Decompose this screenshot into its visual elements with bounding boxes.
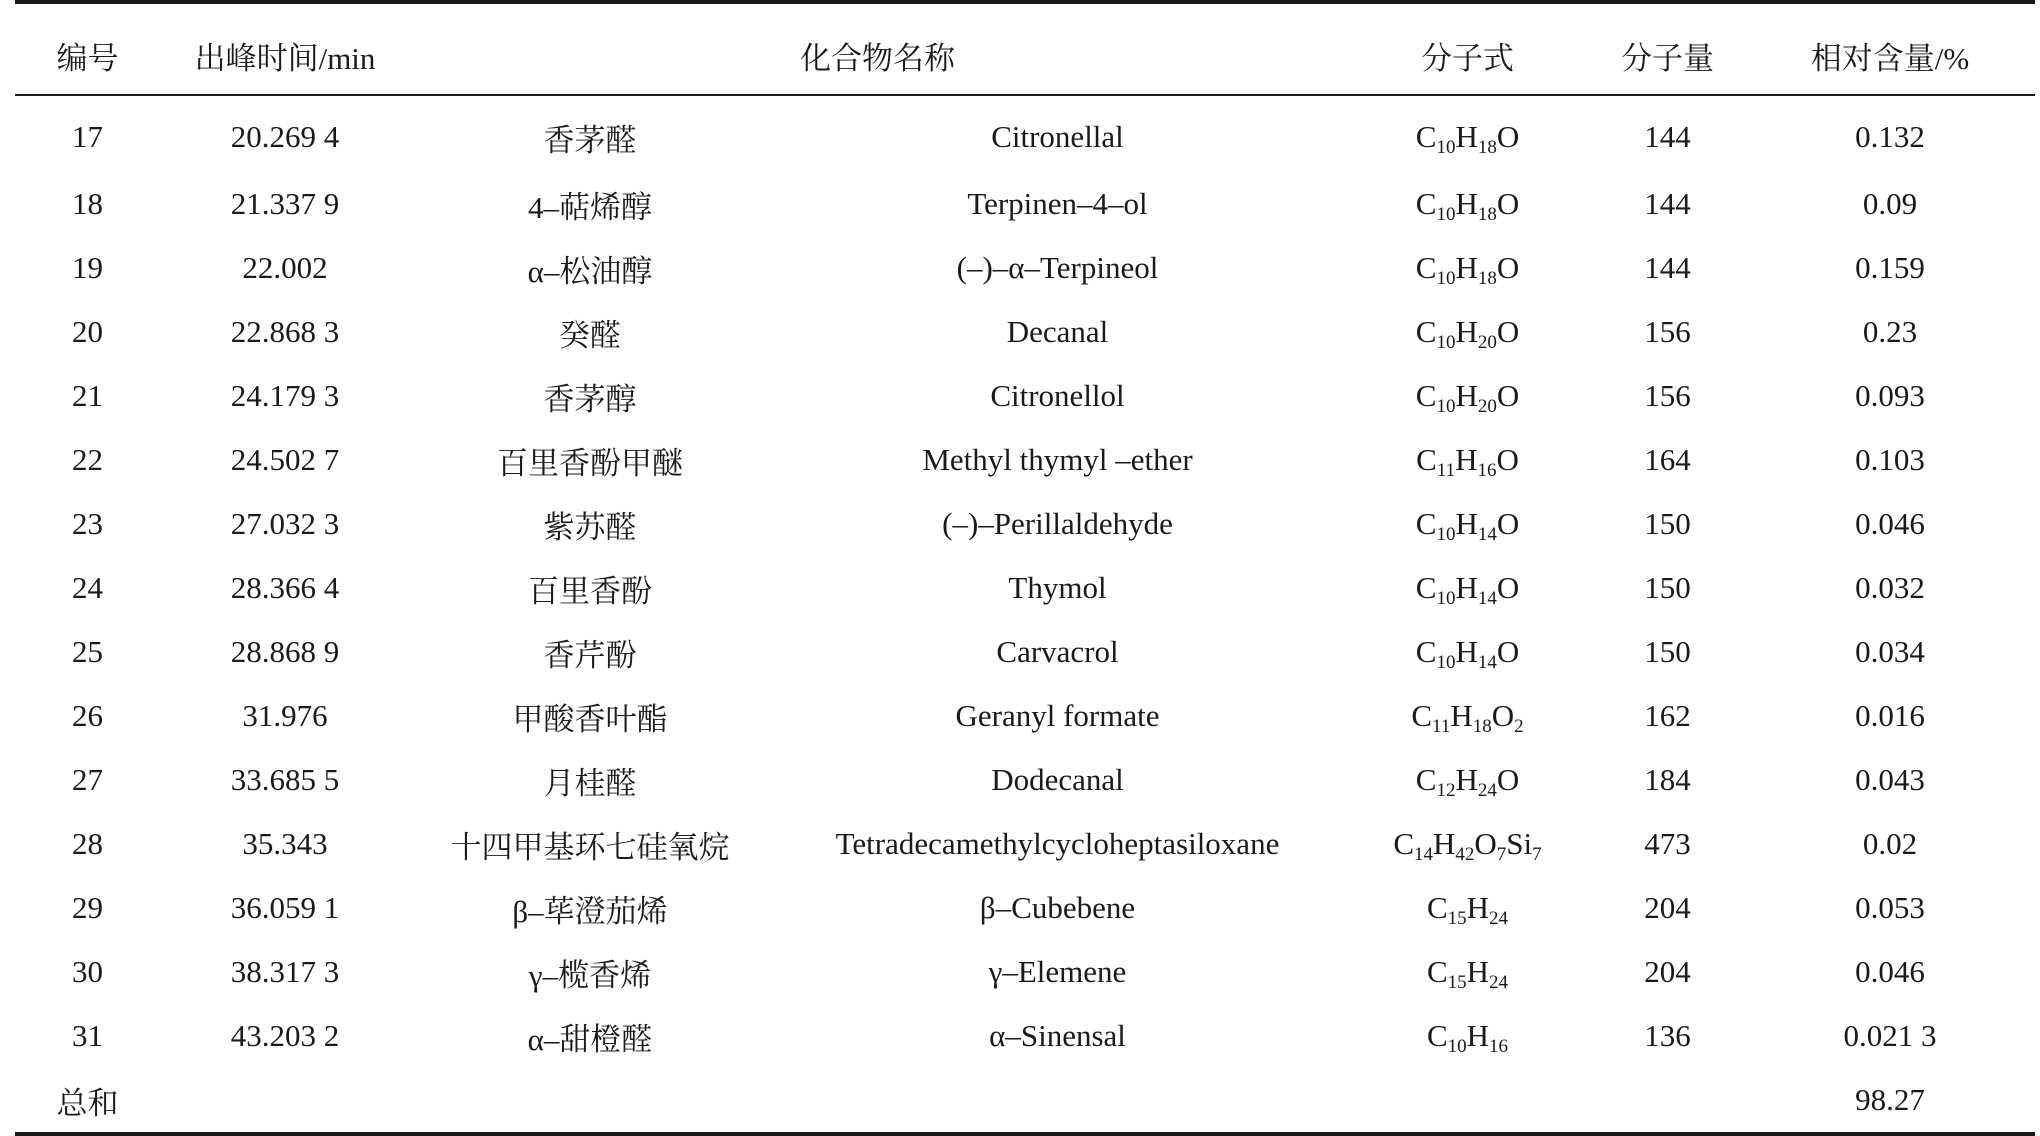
table-body [15,95,2035,1134]
cell-name-cn: 香芹酚 [543,637,637,673]
cell-time: 28.868 9 [230,634,340,669]
formula-subscript: 10 [1436,524,1456,545]
formula-subscript: 10 [1436,588,1456,609]
cell-formula [1345,300,1590,364]
cell-name-en: (–)–α–Terpineol [956,250,1159,285]
empty-cell [1590,1068,1745,1134]
formula-subscript: 14 [1477,652,1497,673]
cell-mw: 184 [1644,762,1691,797]
cell-id: 20 [72,314,103,349]
table-row [15,748,2035,812]
formula-subscript: 24 [1489,972,1509,993]
header-time: 出峰时间/min [160,2,410,95]
cell-id: 23 [72,506,103,541]
cell-content: 0.034 [1855,634,1925,669]
header-id: 编号 [15,2,160,95]
formula-subscript: 16 [1489,1036,1509,1057]
cell-mw: 204 [1644,954,1691,989]
formula-element: H [1466,890,1490,925]
cell-time: 20.269 4 [230,119,340,154]
cell-name-cn: β–荜澄茄烯 [512,893,668,929]
formula-subscript: 18 [1477,204,1497,225]
cell-mw: 144 [1644,250,1691,285]
header-name: 化合物名称 [410,2,1345,95]
formula-element: C [1415,314,1437,349]
formula-element: O [1496,378,1520,413]
cell-content: 0.103 [1855,442,1925,477]
table-row [15,364,2035,428]
cell-time: 24.179 3 [230,378,340,413]
formula-element: H [1455,506,1478,541]
cell-name-en: Dodecanal [991,762,1124,797]
cell-name-cn: 香茅醛 [543,122,637,158]
formula-element: O [1496,119,1520,154]
formula-subscript: 24 [1477,780,1497,801]
cell-content: 0.02 [1862,826,1918,861]
cell-name-en: Methyl thymyl –ether [922,442,1193,477]
cell-time: 22.868 3 [230,314,340,349]
formula-element: O [1491,698,1515,733]
cell-content: 0.021 3 [1843,1018,1937,1053]
cell-time: 31.976 [242,698,328,733]
cell-time: 43.203 2 [230,1018,340,1053]
cell-formula [1345,492,1590,556]
cell-time: 27.032 3 [230,506,340,541]
cell-content: 0.053 [1855,890,1925,925]
cell-time: 21.337 9 [230,186,340,221]
table-row [15,300,2035,364]
cell-name-en: α–Sinensal [989,1018,1126,1053]
cell-mw: 136 [1644,1018,1691,1053]
formula-element: O [1474,826,1497,861]
formula-subscript: 20 [1477,332,1497,353]
cell-mw: 150 [1644,634,1691,669]
formula-subscript: 42 [1455,844,1475,865]
cell-name-cn: α–甜橙醛 [527,1021,653,1057]
formula-subscript: 14 [1414,844,1434,865]
cell-content: 0.032 [1855,570,1925,605]
formula-element: O [1496,314,1520,349]
formula-subscript: 12 [1436,780,1456,801]
formula-subscript: 16 [1477,460,1497,481]
formula-subscript: 10 [1436,332,1456,353]
cell-formula [1345,940,1590,1004]
cell-time: 33.685 5 [230,762,340,797]
cell-id: 22 [72,442,103,477]
formula-element: O [1496,506,1520,541]
formula-subscript: 14 [1477,524,1497,545]
cell-name-en: Thymol [1008,570,1107,605]
formula-element: O [1496,762,1520,797]
formula-subscript: 18 [1477,137,1497,158]
formula-element: C [1415,570,1437,605]
cell-content: 0.23 [1862,314,1918,349]
cell-id: 24 [72,570,103,605]
cell-formula [1345,684,1590,748]
formula-subscript: 24 [1489,908,1509,929]
cell-name-en: Citronellal [991,119,1124,154]
formula-subscript: 10 [1436,652,1456,673]
cell-name-en: Terpinen–4–ol [967,186,1148,221]
cell-name-cn: 百里香酚甲醚 [497,445,683,481]
cell-name-en: Decanal [1006,314,1109,349]
formula-subscript: 10 [1436,396,1456,417]
cell-mw: 150 [1644,570,1691,605]
cell-content: 0.09 [1862,186,1918,221]
cell-time: 24.502 7 [230,442,340,477]
cell-name-cn: 紫苏醛 [543,509,637,545]
cell-formula [1345,876,1590,940]
cell-name-cn: α–松油醇 [527,253,653,289]
cell-mw: 162 [1644,698,1691,733]
cell-name-en: γ–Elemene [988,954,1127,989]
empty-cell [410,1068,770,1134]
formula-subscript: 15 [1447,908,1467,929]
formula-element: H [1455,186,1478,221]
empty-cell [160,1068,410,1134]
table-row [15,940,2035,1004]
cell-formula [1345,95,1590,172]
formula-subscript: 14 [1477,588,1497,609]
formula-element: C [1415,186,1437,221]
cell-name-cn: 甲酸香叶酯 [512,701,668,737]
cell-id: 30 [72,954,103,989]
table-row [15,812,2035,876]
formula-subscript: 10 [1436,204,1456,225]
formula-element: H [1433,826,1456,861]
cell-time: 36.059 1 [230,890,340,925]
formula-element: H [1455,442,1478,477]
cell-time: 35.343 [242,826,328,861]
cell-content: 0.132 [1855,119,1925,154]
formula-subscript: 10 [1436,137,1456,158]
cell-id: 31 [72,1018,103,1053]
formula-element: C [1426,890,1448,925]
formula-subscript: 11 [1432,716,1451,737]
formula-subscript: 20 [1477,396,1497,417]
cell-mw: 156 [1644,378,1691,413]
cell-mw: 150 [1644,506,1691,541]
formula-element: H [1455,314,1478,349]
formula-element: O [1496,186,1520,221]
table-row [15,1004,2035,1068]
cell-time: 22.002 [242,250,328,285]
cell-formula [1345,428,1590,492]
formula-element: H [1455,378,1478,413]
cell-name-cn: 4–萜烯醇 [528,189,652,225]
cell-name-cn: 香茅醇 [543,381,637,417]
formula-element: C [1415,762,1437,797]
cell-id: 17 [72,119,103,154]
formula-element: C [1411,698,1433,733]
formula-element: H [1455,634,1478,669]
cell-mw: 156 [1644,314,1691,349]
cell-formula [1345,1004,1590,1068]
cell-time: 38.317 3 [230,954,340,989]
table-row [15,684,2035,748]
table-row [15,428,2035,492]
formula-subscript: 10 [1436,268,1456,289]
cell-name-cn: 十四甲基环七硅氧烷 [450,829,730,865]
formula-element: O [1496,250,1520,285]
formula-subscript: 15 [1447,972,1467,993]
formula-element: H [1450,698,1473,733]
formula-element: C [1415,119,1437,154]
cell-id: 29 [72,890,103,925]
table-row [15,492,2035,556]
total-row [15,1068,2035,1134]
empty-cell [770,1068,1345,1134]
table-row [15,620,2035,684]
cell-id: 26 [72,698,103,733]
cell-name-en: Citronellol [990,378,1125,413]
formula-element: H [1466,1018,1490,1053]
cell-content: 0.043 [1855,762,1925,797]
cell-content: 0.159 [1855,250,1925,285]
formula-subscript: 18 [1472,716,1492,737]
formula-element: C [1415,378,1437,413]
empty-cell [1345,1068,1590,1134]
formula-element: O [1496,570,1520,605]
cell-formula [1345,556,1590,620]
table-row [15,876,2035,940]
header-content: 相对含量/% [1745,2,2035,95]
cell-time: 28.366 4 [230,570,340,605]
formula-element: O [1496,634,1520,669]
formula-element: H [1455,570,1478,605]
cell-name-en: β–Cubebene [979,890,1136,925]
formula-subscript: 18 [1477,268,1497,289]
cell-name-cn: 癸醛 [559,317,621,353]
formula-subscript: 10 [1447,1036,1467,1057]
cell-formula [1345,748,1590,812]
cell-mw: 204 [1644,890,1691,925]
cell-id: 25 [72,634,103,669]
formula-subscript: 7 [1532,844,1542,865]
cell-id: 19 [72,250,103,285]
formula-element: C [1415,634,1437,669]
table-row [15,95,2035,172]
cell-formula [1345,364,1590,428]
cell-name-en: (–)–Perillaldehyde [942,506,1173,541]
header-formula: 分子式 [1345,2,1590,95]
formula-subscript: 11 [1436,460,1456,481]
cell-mw: 144 [1644,186,1691,221]
cell-formula [1345,812,1590,876]
cell-id: 18 [72,186,103,221]
cell-mw: 164 [1644,442,1691,477]
formula-element: H [1466,954,1490,989]
cell-formula [1345,236,1590,300]
formula-element: C [1416,442,1437,477]
formula-element: C [1426,1018,1448,1053]
cell-content: 0.046 [1855,954,1925,989]
formula-element: H [1455,119,1478,154]
cell-formula [1345,172,1590,236]
cell-formula [1345,620,1590,684]
cell-name-en: Geranyl formate [955,698,1160,733]
formula-element: C [1415,250,1437,285]
formula-element: O [1496,442,1519,477]
cell-content: 0.093 [1855,378,1925,413]
compound-table [15,0,2035,1136]
cell-name-cn: γ–榄香烯 [528,957,652,993]
header-mw: 分子量 [1590,2,1745,95]
formula-element: C [1415,506,1437,541]
formula-element: C [1426,954,1448,989]
cell-mw: 144 [1644,119,1691,154]
cell-name-en: Carvacrol [996,634,1119,669]
cell-name-cn: 月桂醛 [543,765,637,801]
formula-element: C [1393,826,1415,861]
cell-content: 0.046 [1855,506,1925,541]
cell-content: 0.016 [1855,698,1925,733]
header-row [15,2,2035,95]
formula-element: Si [1506,826,1533,861]
cell-id: 27 [72,762,103,797]
table-row [15,236,2035,300]
formula-subscript: 7 [1496,844,1507,865]
cell-mw: 473 [1644,826,1691,861]
cell-id: 28 [72,826,103,861]
cell-id: 21 [72,378,103,413]
formula-element: H [1455,762,1478,797]
cell-name-cn: 百里香酚 [528,573,652,609]
total-label: 总和 [15,1068,160,1134]
table-row [15,556,2035,620]
cell-name-en: Tetradecamethylcycloheptasiloxane [835,826,1280,861]
formula-subscript: 2 [1514,716,1524,737]
total-content: 98.27 [1745,1068,2035,1134]
formula-element: H [1455,250,1478,285]
table-row [15,172,2035,236]
